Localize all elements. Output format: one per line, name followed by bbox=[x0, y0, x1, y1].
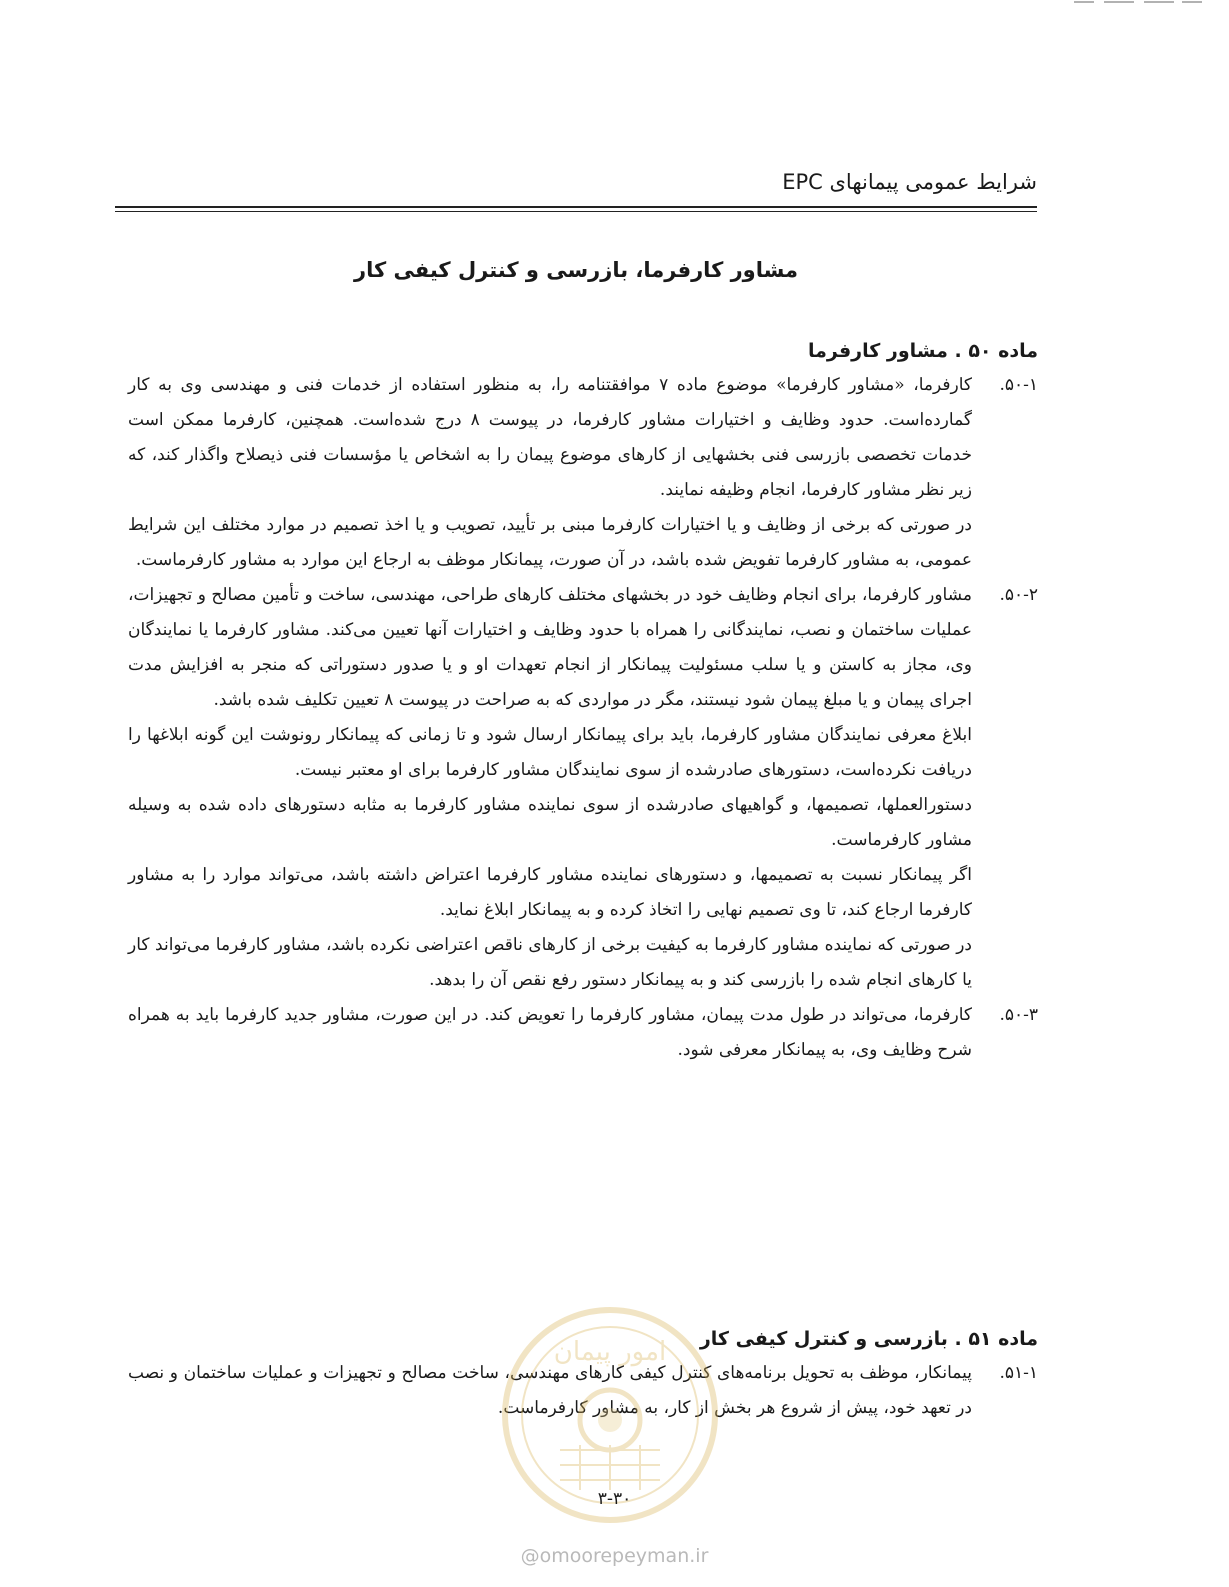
clause-number: ۵۰-۱. bbox=[999, 375, 1038, 395]
paragraph: کارفرما، «مشاور کارفرما» موضوع ماده ۷ موافقتنامه را، به منظور استفاده از خدمات فنی و مهندسی وی به کار گمارده‌است. حدود وظایف و اختیارات مشاور کارفرما، در پیوست ۸ درج شده‌است. همچنین، کارفرما ممکن است خدمات تخصصی بازرسی فنی بخشهایی از کارهای موضوع پیمان را به اشخاص یا مؤسسات فنی ذیصلاح واگذار کند، که زیر نظر مشاور کارفرما، انجام وظیفه نمایند. bbox=[128, 375, 972, 500]
article-50-title: ماده ۵۰ . مشاور کارفرما bbox=[807, 340, 1038, 362]
clause-number: ۵۱-۱. bbox=[999, 1363, 1038, 1383]
paragraph: اگر پیمانکار نسبت به تصمیمها، و دستورهای نماینده مشاور کارفرما اعتراض داشته باشد، می‌تواند موارد را به مشاور کارفرما ارجاع کند، تا وی تصمیم نهایی را اتخاذ کرده و به پیمانکار ابلاغ نماید. bbox=[128, 865, 972, 920]
paragraph: در صورتی که نماینده مشاور کارفرما به کیفیت برخی از کارهای ناقص اعتراضی نکرده باشد، مشاور کارفرما می‌تواند کار یا کارهای انجام شده را بازرسی کند و به پیمانکار دستور رفع نقص آن را بدهد. bbox=[128, 935, 972, 990]
clause-number: ۵۰-۲. bbox=[999, 585, 1038, 605]
clause-50-3 bbox=[128, 998, 1038, 1068]
paragraph: مشاور کارفرما، برای انجام وظایف خود در بخشهای مختلف کارهای طراحی، مهندسی، ساخت و تأمین مصالح و تجهیزات، عملیات ساختمان و نصب، نمایندگانی را همراه با حدود وظایف و اختیارات آنها تعیین می‌کند. مشاور کارفرما یا نمایندگان وی، مجاز به کاستن و یا سلب مسئولیت پیمانکار از انجام تعهدات او و یا صدور دستوراتی که منجر به افزایش مدت اجرای پیمان و یا مبلغ پیمان شود نیستند، مگر در مواردی که به صراحت در پیوست ۸ تعیین تکلیف شده باشد. bbox=[128, 585, 972, 710]
running-header bbox=[115, 168, 1037, 212]
header-rule-thin bbox=[115, 211, 1037, 212]
article-51-title: ماده ۵۱ . بازرسی و کنترل کیفی کار bbox=[699, 1328, 1038, 1350]
page-number: ۳-۳۰ bbox=[597, 1489, 632, 1509]
paragraph: در صورتی که برخی از وظایف و یا اختیارات کارفرما مبنی بر تأیید، تصویب و یا اخذ تصمیم در موارد مختلف این شرایط عمومی، به مشاور کارفرما تفویض شده باشد، در آن صورت، پیمانکار موظف به ارجاع این موارد به مشاور کارفرماست. bbox=[128, 515, 972, 570]
clause-50-2 bbox=[128, 578, 1038, 998]
clause-body bbox=[128, 578, 972, 998]
clause-body bbox=[128, 998, 972, 1068]
paragraph: دستورالعملها، تصمیمها، و گواهیهای صادرشده از سوی نماینده مشاور کارفرما به مثابه دستورهای داده شده به وسیله مشاور کارفرماست. bbox=[128, 795, 972, 850]
clause-number: ۵۰-۳. bbox=[999, 1005, 1038, 1025]
clause-50-1 bbox=[128, 368, 1038, 578]
section-title: مشاور کارفرما، بازرسی و کنترل کیفی کار bbox=[353, 258, 798, 282]
watermark-text: امور پیمان bbox=[553, 1337, 667, 1367]
header-title: شرایط عمومی پیمانهای EPC bbox=[782, 170, 1037, 194]
clause-body bbox=[128, 368, 972, 578]
paragraph: ابلاغ معرفی نمایندگان مشاور کارفرما، باید برای پیمانکار ارسال شود و تا زمانی که پیمانکار رونوشت این گونه ابلاغها را دریافت نکرده‌است، دستورهای صادرشده از سوی نمایندگان مشاور کارفرما برای او معتبر نیست. bbox=[128, 725, 972, 780]
paragraph: کارفرما، می‌تواند در طول مدت پیمان، مشاور کارفرما را تعویض کند. در این صورت، مشاور جدید کارفرما باید به همراه شرح وظایف وی، به پیمانکار معرفی شود. bbox=[128, 1005, 972, 1060]
article-50 bbox=[128, 340, 1038, 1068]
paragraph: پیمانکار، موظف به تحویل برنامه‌های کنترل کیفی کارهای مهندسی، ساخت مصالح و تجهیزات و عملیات ساختمان و نصب در تعهد خود، پیش از شروع هر بخش از کار، به مشاور کارفرماست. bbox=[128, 1363, 972, 1418]
scan-corner-mark bbox=[1074, 0, 1204, 6]
header-rule-thick bbox=[115, 206, 1037, 208]
footer-url: @omoorepeyman.ir bbox=[520, 1545, 709, 1567]
